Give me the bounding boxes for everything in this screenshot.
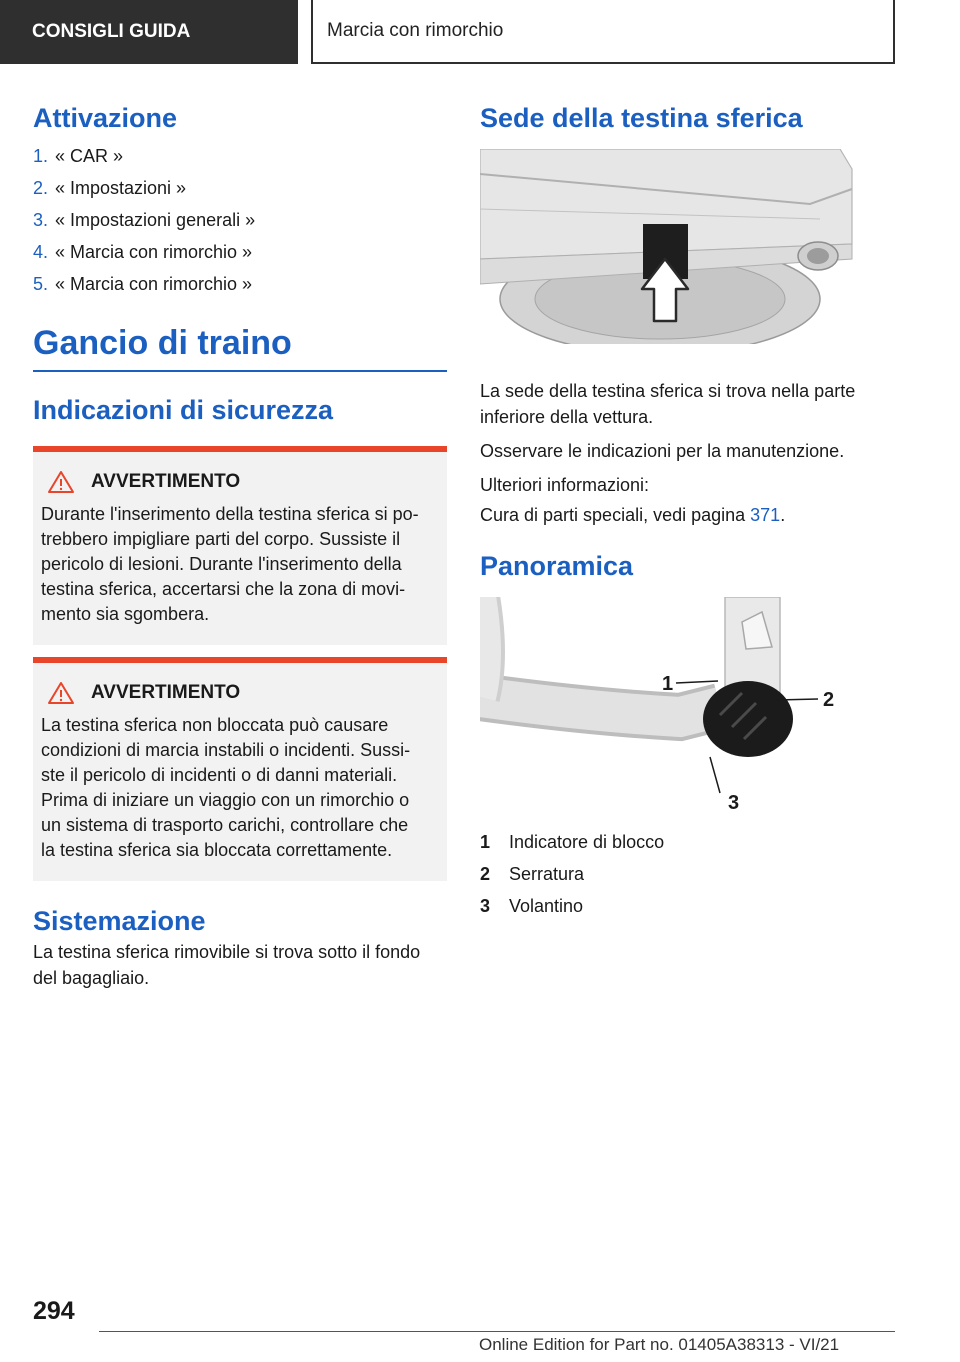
callout-3: 3 <box>728 792 740 814</box>
ball-head-illustration <box>480 597 855 822</box>
main-title: Gancio di traino <box>33 324 292 362</box>
header-chapter-label: Marcia con rimorchio <box>327 20 504 41</box>
warning-triangle-icon <box>47 681 75 705</box>
legend-text: Serratura <box>509 864 585 884</box>
step-number: 3. <box>33 210 49 230</box>
cross-reference-suffix: . <box>780 505 786 525</box>
warning-triangle-icon <box>47 470 75 494</box>
text-line: inferiore della vettura. <box>480 407 654 427</box>
list-item <box>33 172 447 204</box>
warning-label: AVVERTIMENTO <box>91 471 241 492</box>
legend-item <box>480 826 895 858</box>
page-number: 294 <box>33 1297 75 1325</box>
warning-header <box>41 470 437 494</box>
warning-text <box>41 502 437 627</box>
text-line: pericolo di lesioni. Durante l'inserimento della <box>41 554 402 574</box>
step-text: « CAR » <box>55 146 124 166</box>
hitch-receptacle-drawing <box>480 149 855 344</box>
activation-steps <box>33 140 447 300</box>
step-text: « Marcia con rimorchio » <box>55 242 253 262</box>
legend-text: Indicatore di blocco <box>509 832 665 852</box>
text-line: ste il pericolo di incidenti o di danni materiali. <box>41 765 398 785</box>
storage-heading: Sistemazione <box>33 906 206 936</box>
text-line: Durante l'inserimento della testina sferica si po‐ <box>41 504 419 524</box>
warning-text <box>41 713 437 863</box>
edition-note: Online Edition for Part no. 01405A38313 - VI/21 <box>479 1335 840 1354</box>
text-line: un sistema di trasporto carichi, controllare che <box>41 815 409 835</box>
text-line: mento sia sgombera. <box>41 604 210 624</box>
list-item <box>33 236 447 268</box>
text-line: la testina sferica sia bloccata correttamente. <box>41 840 393 860</box>
cross-reference <box>480 502 895 528</box>
text-line: trebbero impigliare parti del corpo. Sussiste il <box>41 529 401 549</box>
header-section-tab <box>0 0 298 64</box>
callout-1: 1 <box>662 673 674 695</box>
more-info-label: Ulteriori informazioni: <box>480 475 650 495</box>
safety-heading: Indicazioni di sicurezza <box>33 395 334 425</box>
warning-box <box>33 446 447 645</box>
text-line: La testina sferica rimovibile si trova sotto il fondo <box>33 942 421 962</box>
activation-heading: Attivazione <box>33 103 178 133</box>
title-rule <box>33 370 447 372</box>
text-line: del bagagliaio. <box>33 968 150 988</box>
page-link[interactable]: 371 <box>750 505 781 525</box>
seat-paragraph <box>480 378 895 430</box>
text-line: testina sferica, accertarsi che la zona di movi‐ <box>41 579 406 599</box>
seat-description <box>480 378 895 528</box>
storage-text <box>33 939 447 991</box>
text-line: condizioni di marcia instabili o incidenti. Sussi‐ <box>41 740 411 760</box>
maintenance-note: Osservare le indicazioni per la manutenzione. <box>480 441 845 461</box>
legend-text: Volantino <box>509 896 584 916</box>
ball-head-drawing <box>480 597 855 822</box>
text-line: La sede della testina sferica si trova nella parte <box>480 381 856 401</box>
step-number: 2. <box>33 178 49 198</box>
legend-key: 1 <box>480 832 491 852</box>
step-text: « Impostazioni » <box>55 178 187 198</box>
legend-item <box>480 858 895 890</box>
callout-2: 2 <box>823 689 835 711</box>
header-chapter-box <box>311 0 895 64</box>
seat-heading: Sede della testina sferica <box>480 103 803 133</box>
step-number: 5. <box>33 274 49 294</box>
left-column <box>33 100 447 991</box>
warning-box <box>33 657 447 881</box>
cross-reference-text: Cura di parti speciali, vedi pagina <box>480 505 751 525</box>
right-column <box>480 100 895 922</box>
legend-item <box>480 890 895 922</box>
list-item <box>33 140 447 172</box>
text-line: Prima di iniziare un viaggio con un rimorchio o <box>41 790 410 810</box>
hitch-receptacle-illustration <box>480 149 855 344</box>
step-text: « Marcia con rimorchio » <box>55 274 253 294</box>
list-item <box>33 204 447 236</box>
step-number: 4. <box>33 242 49 262</box>
step-number: 1. <box>33 146 49 166</box>
figure-legend <box>480 826 895 922</box>
step-text: « Impostazioni generali » <box>55 210 256 230</box>
text-line: La testina sferica non bloccata può causare <box>41 715 389 735</box>
warning-header <box>41 681 437 705</box>
warning-label: AVVERTIMENTO <box>91 682 241 703</box>
legend-key: 3 <box>480 896 491 916</box>
legend-key: 2 <box>480 864 491 884</box>
footer-divider <box>99 1331 895 1332</box>
list-item <box>33 268 447 300</box>
overview-heading: Panoramica <box>480 551 634 581</box>
header-section-label: CONSIGLI GUIDA <box>32 21 191 42</box>
